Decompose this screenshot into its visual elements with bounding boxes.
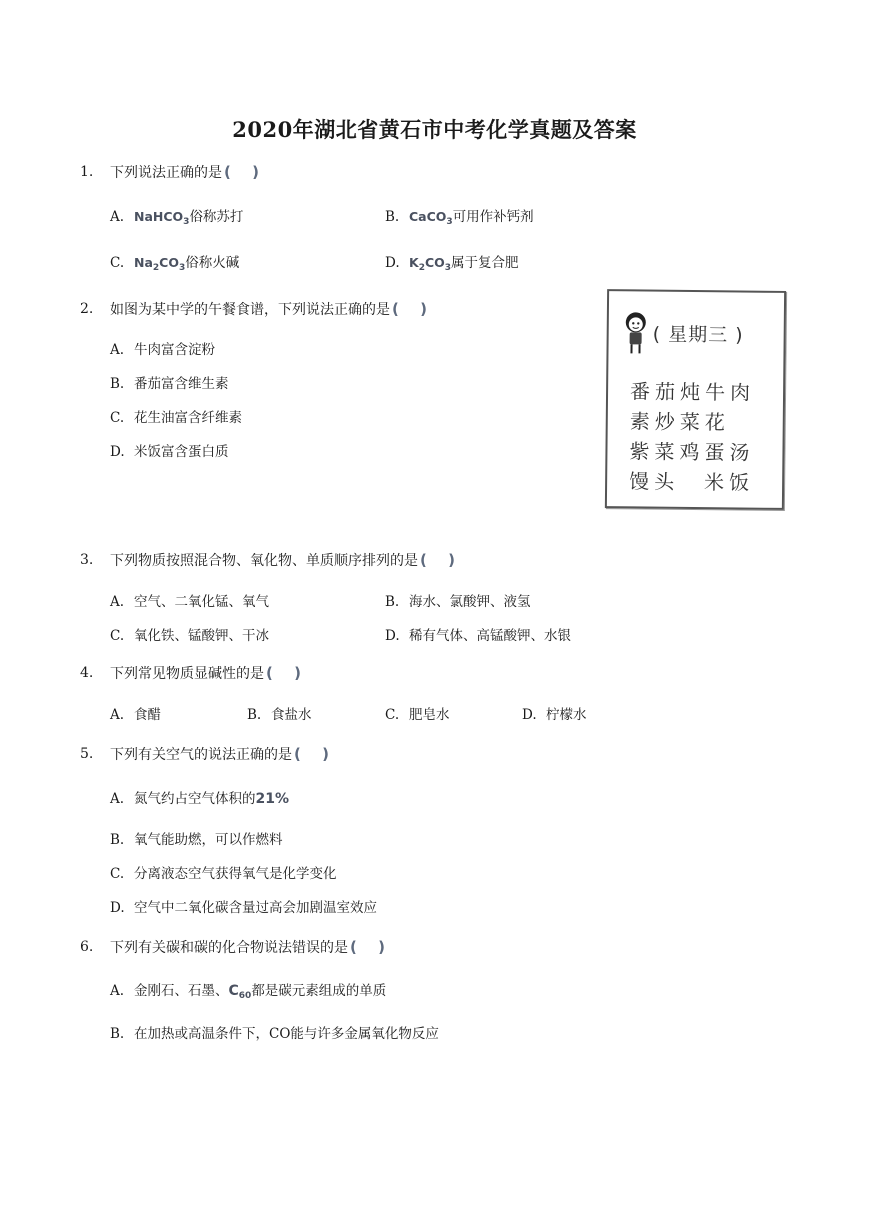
option-5b: B. 氧气能助燃，可以作燃料 xyxy=(110,832,283,848)
menu-dish: 番茄炖牛肉 xyxy=(629,379,756,405)
question-text: 下列物质按照混合物、氧化物、单质顺序排列的是 xyxy=(110,553,418,569)
option-6a: A. 金刚石、石墨、$C_{60}$都是碳元素组成的单质 xyxy=(110,983,387,1001)
formula: $C_{60}$ xyxy=(228,983,252,1001)
option-5a: A. 氮气约占空气体积的21% xyxy=(110,791,290,807)
option-4d: D. 柠檬水 xyxy=(522,707,587,723)
option-3a: A. 空气、二氧化锰、氧气 xyxy=(110,594,269,610)
menu-dish: 素炒菜花 xyxy=(629,409,730,435)
question-number: 5. xyxy=(80,746,94,762)
formula: NaHCO$_3$ xyxy=(134,209,190,227)
option-2d: D. 米饭富含蛋白质 xyxy=(110,444,229,460)
option-4c: C. 肥皂水 xyxy=(385,707,450,723)
question-number: 4. xyxy=(80,665,94,681)
option-4a: A. 食醋 xyxy=(110,707,161,723)
question-number: 2. xyxy=(80,301,94,317)
option-4b: B. 食盐水 xyxy=(247,707,312,723)
formula: $Na_2CO_3$ xyxy=(134,255,186,273)
option-3d: D. 稀有气体、高锰酸钾、水银 xyxy=(385,628,571,644)
option-2a: A. 牛肉富含淀粉 xyxy=(110,342,215,358)
option-2c: C. 花生油富含纤维素 xyxy=(110,410,242,426)
option-1b: B. CaCO$_3$可用作补钙剂 xyxy=(385,209,534,227)
option-5d: D. 空气中二氧化碳含量过高会加剧温室效应 xyxy=(110,900,377,916)
question-text: 下列有关空气的说法正确的是 xyxy=(110,747,292,763)
option-3c: C. 氧化铁、锰酸钾、干冰 xyxy=(110,628,269,644)
option-1d: D. $K_2CO_3$属于复合肥 xyxy=(385,255,519,273)
student-cartoon-icon xyxy=(622,311,648,355)
question-number: 1. xyxy=(80,164,94,180)
lunch-menu-image xyxy=(605,289,786,510)
answer-blank: ( ) xyxy=(420,551,463,569)
question-number: 3. xyxy=(80,552,94,568)
option-3b: B. 海水、氯酸钾、液氢 xyxy=(385,594,531,610)
formula: $K_2CO_3$ xyxy=(409,255,452,273)
option-6b: B. 在加热或高温条件下，CO能与许多金属氧化物反应 xyxy=(110,1026,439,1042)
answer-blank: ( ) xyxy=(266,664,309,682)
question-number: 6. xyxy=(80,939,94,955)
formula: CaCO$_3$ xyxy=(409,209,453,227)
answer-blank: ( ) xyxy=(392,300,435,318)
menu-dish: 馒头 米饭 xyxy=(629,469,755,495)
menu-dish: 紫菜鸡蛋汤 xyxy=(629,439,755,465)
answer-blank: ( ) xyxy=(294,745,337,763)
question-text: 下列说法正确的是 xyxy=(110,165,222,181)
answer-blank: ( ) xyxy=(224,163,267,181)
option-1c: C. $Na_2CO_3$俗称火碱 xyxy=(110,255,240,273)
question-text: 如图为某中学的午餐食谱，下列说法正确的是 xyxy=(110,302,390,318)
page-title: 2020年湖北省黄石市中考化学真题及答案 xyxy=(232,117,637,142)
question-text: 下列常见物质显碱性的是 xyxy=(110,666,264,682)
option-5c: C. 分离液态空气获得氧气是化学变化 xyxy=(110,866,337,882)
menu-day: ( 星期三 ) xyxy=(652,323,744,347)
answer-blank: ( ) xyxy=(350,938,393,956)
question-text: 下列有关碳和碳的化合物说法错误的是 xyxy=(110,940,348,956)
percentage: 21% xyxy=(255,791,290,807)
option-2b: B. 番茄富含维生素 xyxy=(110,376,229,392)
option-1a: A. NaHCO$_3$俗称苏打 xyxy=(110,209,244,227)
